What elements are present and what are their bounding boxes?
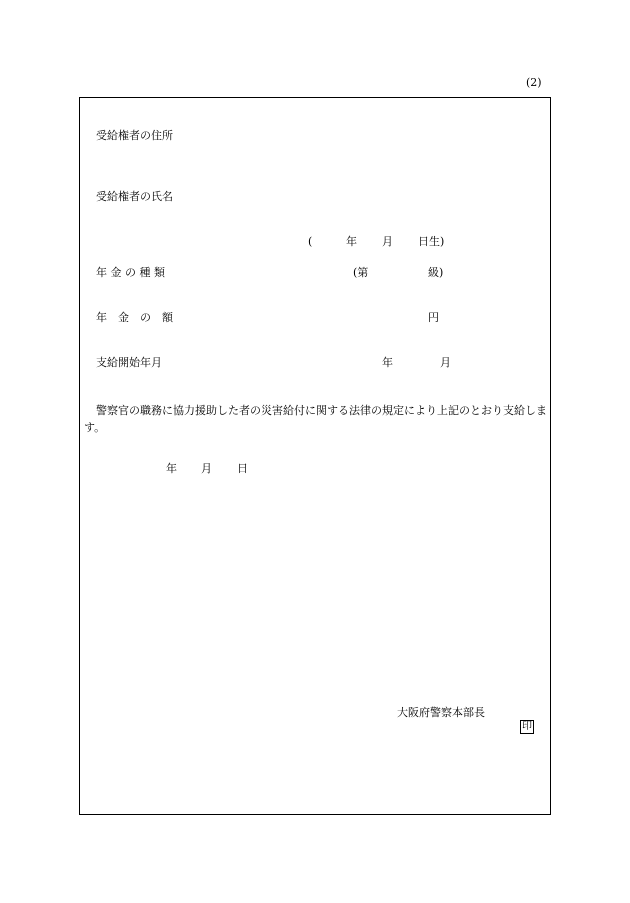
date-day: 日 (237, 462, 248, 475)
birth-year: 年 (346, 235, 357, 248)
birth-day: 日生) (418, 235, 445, 248)
grade-close: 級) (428, 266, 444, 279)
start-year: 年 (382, 356, 393, 369)
page-number: (2) (526, 76, 542, 89)
start-month: 月 (440, 356, 451, 369)
pension-amount-label: 年 金 の 額 (96, 311, 173, 324)
birth-month: 月 (382, 235, 393, 248)
name-label: 受給権者の氏名 (96, 190, 173, 203)
start-label: 支給開始年月 (96, 356, 162, 369)
date-month: 月 (201, 462, 212, 475)
address-label: 受給権者の住所 (96, 129, 173, 142)
birth-open-paren: ( (308, 235, 313, 248)
seal-mark: 印 (522, 721, 532, 732)
pension-type-label: 年 金 の 種 類 (96, 266, 165, 279)
amount-unit: 円 (428, 311, 439, 324)
grade-open: (第 (353, 266, 369, 279)
date-year: 年 (166, 462, 177, 475)
body-text: 警察官の職務に協力援助した者の災害給付に関する法律の規定により上記のとおり支給します。 (84, 404, 547, 434)
issuer-title: 大阪府警察本部長 (397, 706, 485, 719)
